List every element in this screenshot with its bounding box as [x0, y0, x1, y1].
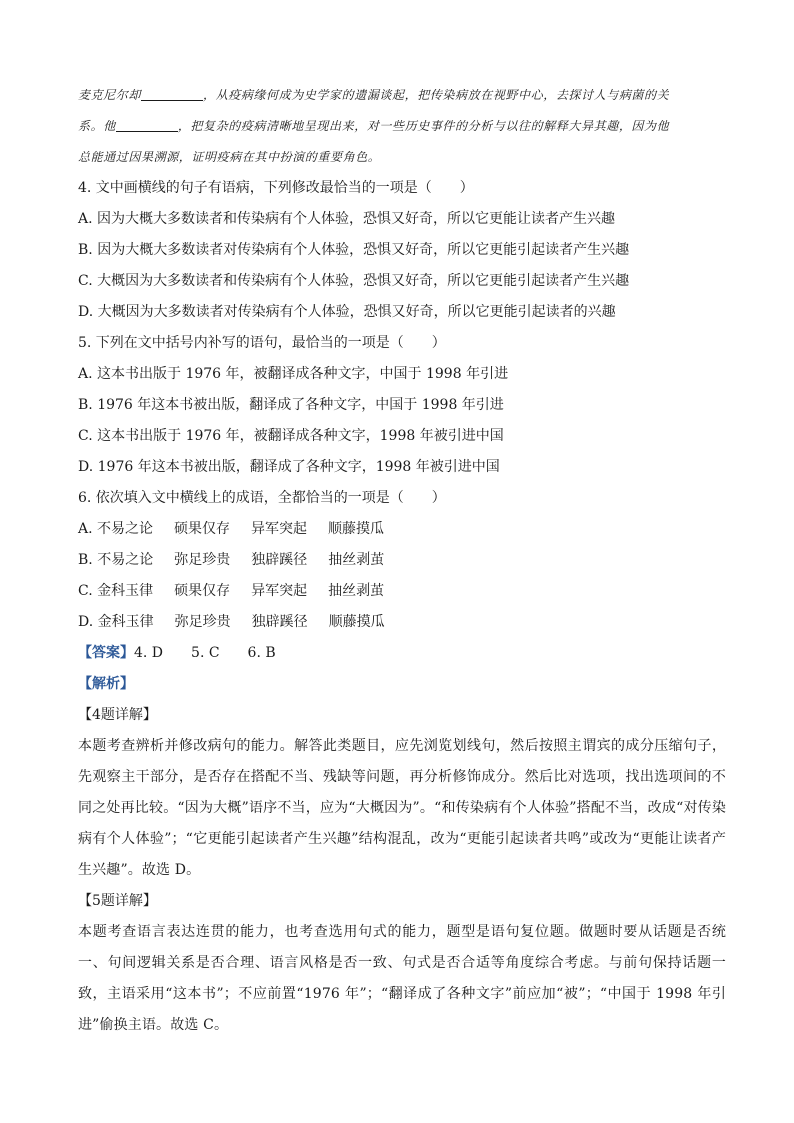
idiom: 金科玉律	[97, 583, 154, 599]
detail-4-section	[78, 700, 726, 886]
question-6-option-a	[78, 514, 726, 545]
question-4-stem: 4. 文中画横线的句子有语病，下列修改最恰当的一项是（ ）	[78, 180, 474, 196]
analysis-heading	[78, 669, 726, 700]
detail-5-text: 本题考查语言表达连贯的能力，也考查选用句式的能力，题型是语句复位题。做题时要从话题是否统一、句间逻辑关系是否合理、语言风格是否一致、句式是否合适等角度综合考虑。与前句保持话题一致，主语采用“这本书”；不应前置“1976 年”；“翻译成了各种文字”前应加“被”；“中国于 1998 年引进”偷换主语。故选 C。	[78, 924, 726, 1033]
question-5-option-a: A. 这本书出版于 1976 年，被翻译成各种文字，中国于 1998 年引进	[78, 366, 509, 382]
question-6-option-b	[78, 545, 726, 576]
idiom: 抽丝剥茧	[328, 583, 385, 599]
answer-tag: 【答案】	[78, 645, 134, 661]
passage-segment: 系。他	[78, 119, 116, 133]
passage-segment: ，把复杂的疫病清晰地呈现出来，对一些历史事件的分析与以往的解释大异其趣，因为他	[177, 119, 670, 133]
question-5	[78, 328, 726, 483]
fill-blank-2	[116, 118, 178, 132]
passage-segment: 总能通过因果溯源，证明疫病在其中扮演的重要角色。	[78, 150, 381, 164]
idiom: 异军突起	[251, 521, 308, 537]
question-4-option-c: C. 大概因为大多数读者和传染病有个人体验，恐惧又好奇，所以它更能引起读者产生兴趣	[78, 273, 630, 289]
idiom: 抽丝剥茧	[328, 552, 385, 568]
idiom: 不易之论	[97, 521, 154, 537]
question-6-option-d	[78, 607, 726, 638]
question-4-option-d: D. 大概因为大多数读者对传染病有个人体验，恐惧又好奇，所以它更能引起读者的兴趣	[78, 304, 616, 320]
idiom: 独辟蹊径	[251, 552, 308, 568]
passage-text	[78, 80, 726, 173]
question-6-option-c	[78, 576, 726, 607]
idiom: 硕果仅存	[174, 521, 231, 537]
question-5-option-b: B. 1976 年这本书被出版，翻译成了各种文字，中国于 1998 年引进	[78, 397, 504, 413]
passage-segment: ，从疫病缘何成为史学家的遗漏谈起，把传染病放在视野中心，去探讨人与病菌的关	[203, 88, 670, 102]
detail-4-title: 【4题详解】	[78, 707, 157, 723]
document-page	[78, 80, 726, 1041]
answer-values: 4. D 5. C 6. B	[134, 645, 276, 661]
idiom: 硕果仅存	[174, 583, 231, 599]
question-5-option-c: C. 这本书出版于 1976 年，被翻译成各种文字，1998 年被引进中国	[78, 428, 504, 444]
fill-blank-1	[141, 87, 203, 101]
question-5-option-d: D. 1976 年这本书被出版，翻译成了各种文字，1998 年被引进中国	[78, 459, 500, 475]
idiom: 顺藤摸瓜	[328, 521, 385, 537]
option-label: D.	[78, 614, 94, 630]
question-6-stem: 6. 依次填入文中横线上的成语，全都恰当的一项是（ ）	[78, 490, 446, 506]
option-label: C.	[78, 583, 93, 599]
option-label: A.	[78, 521, 93, 537]
idiom: 弥足珍贵	[174, 614, 231, 630]
idiom: 顺藤摸瓜	[328, 614, 385, 630]
question-5-stem: 5. 下列在文中括号内补写的语句，最恰当的一项是（ ）	[78, 335, 446, 351]
detail-5-title: 【5题详解】	[78, 893, 157, 909]
question-4-option-b: B. 因为大概大多数读者对传染病有个人体验，恐惧又好奇，所以它更能引起读者产生兴趣	[78, 242, 630, 258]
idiom: 金科玉律	[97, 614, 154, 630]
question-6	[78, 483, 726, 638]
detail-5-section	[78, 886, 726, 1041]
detail-4-text: 本题考查辨析并修改病句的能力。解答此类题目，应先浏览划线句，然后按照主谓宾的成分压缩句子，先观察主干部分，是否存在搭配不当、残缺等问题，再分析修饰成分。然后比对选项，找出选项间的不同之处再比较。“因为大概”语序不当，应为“大概因为”。“和传染病有个人体验”搭配不当，改成“对传染病有个人体验”；“它更能引起读者产生兴趣”结构混乱，改为“更能引起读者共鸣”或改为“更能让读者产生兴趣”。故选 D。	[78, 738, 726, 878]
idiom: 异军突起	[251, 583, 308, 599]
idiom: 弥足珍贵	[174, 552, 231, 568]
idiom: 独辟蹊径	[251, 614, 308, 630]
question-4-option-a: A. 因为大概大多数读者和传染病有个人体验，恐惧又好奇，所以它更能让读者产生兴趣	[78, 211, 616, 227]
answer-line	[78, 638, 726, 669]
passage-segment: 麦克尼尔却	[78, 88, 142, 102]
question-4	[78, 173, 726, 328]
option-label: B.	[78, 552, 93, 568]
idiom: 不易之论	[97, 552, 154, 568]
analysis-tag: 【解析】	[78, 676, 134, 692]
